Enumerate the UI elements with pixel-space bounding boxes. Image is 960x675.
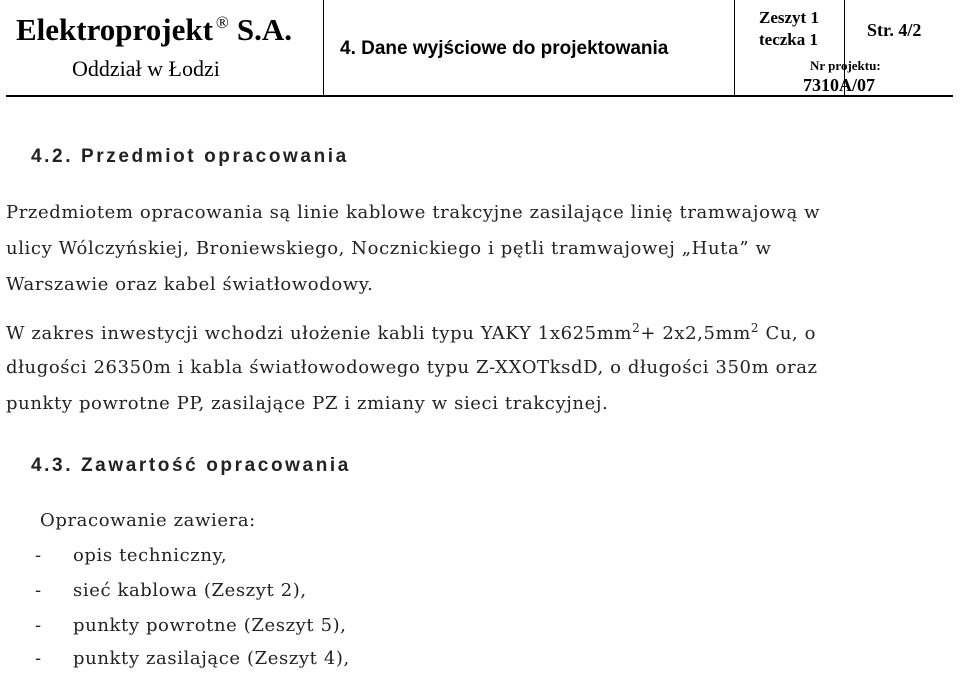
- paragraph1-line3: Warszawie oraz kabel światłowodowy.: [6, 274, 374, 295]
- p2-text-c: Cu, o: [759, 323, 817, 344]
- p2-sup-a: 2: [632, 321, 641, 335]
- project-number: 7310A/07: [803, 75, 875, 95]
- list-bullet: -: [35, 580, 42, 601]
- zeszyt-label: Zeszyt 1: [759, 8, 819, 27]
- p2-text-b: + 2x2,5mm: [640, 323, 751, 344]
- contents-intro: Opracowanie zawiera:: [40, 510, 256, 531]
- document-header: [6, 0, 953, 97]
- list-item-text: punkty zasilające (Zeszyt 4),: [73, 648, 350, 669]
- list-item: [35, 648, 350, 669]
- list-bullet: -: [35, 615, 42, 636]
- list-item-text: sieć kablowa (Zeszyt 2),: [73, 580, 307, 601]
- branch-name: Oddział w Łodzi: [72, 56, 220, 81]
- p2-text-a: W zakres inwestycji wchodzi ułożenie kabli typu YAKY 1x625mm: [6, 323, 633, 344]
- paragraph1-line2: ulicy Wólczyńskiej, Broniewskiego, Nocznickiego i pętli tramwajowej „Huta” w: [6, 238, 772, 259]
- list-bullet: -: [35, 545, 42, 566]
- p2-sup-b: 2: [750, 321, 760, 335]
- registered-mark-icon: ®: [215, 13, 229, 32]
- teczka-label: teczka 1: [759, 30, 819, 49]
- list-bullet: -: [35, 648, 42, 669]
- list-item: [35, 615, 347, 636]
- page-number: Str. 4/2: [867, 20, 922, 40]
- paragraph2-line2: długości 26350m i kabla światłowodowego typu Z-XXOTksdD, o długości 350m oraz: [6, 357, 818, 378]
- heading-4-3: 4.3. Zawartość opracowania: [31, 455, 351, 476]
- paragraph1-line1: Przedmiotem opracowania są linie kablowe trakcyjne zasilające linię tramwajową w: [6, 202, 821, 223]
- company-name: [16, 12, 292, 48]
- company-name-text: Elektroprojekt: [16, 12, 213, 47]
- section-title: 4. Dane wyjściowe do projektowania: [340, 38, 669, 59]
- section-title-cell: [324, 0, 735, 95]
- list-item-text: opis techniczny,: [73, 545, 228, 566]
- project-number-label: Nr projektu:: [810, 58, 881, 73]
- company-cell: [6, 0, 324, 95]
- list-item-text: punkty powrotne (Zeszyt 5),: [73, 615, 347, 636]
- list-item: [35, 545, 227, 566]
- company-suffix: S.A.: [236, 12, 292, 47]
- heading-4-2: 4.2. Przedmiot opracowania: [31, 146, 349, 167]
- paragraph2-line1: [6, 321, 816, 344]
- list-item: [35, 580, 307, 601]
- paragraph2-line3: punkty powrotne PP, zasilające PZ i zmiany w sieci trakcyjnej.: [6, 393, 609, 414]
